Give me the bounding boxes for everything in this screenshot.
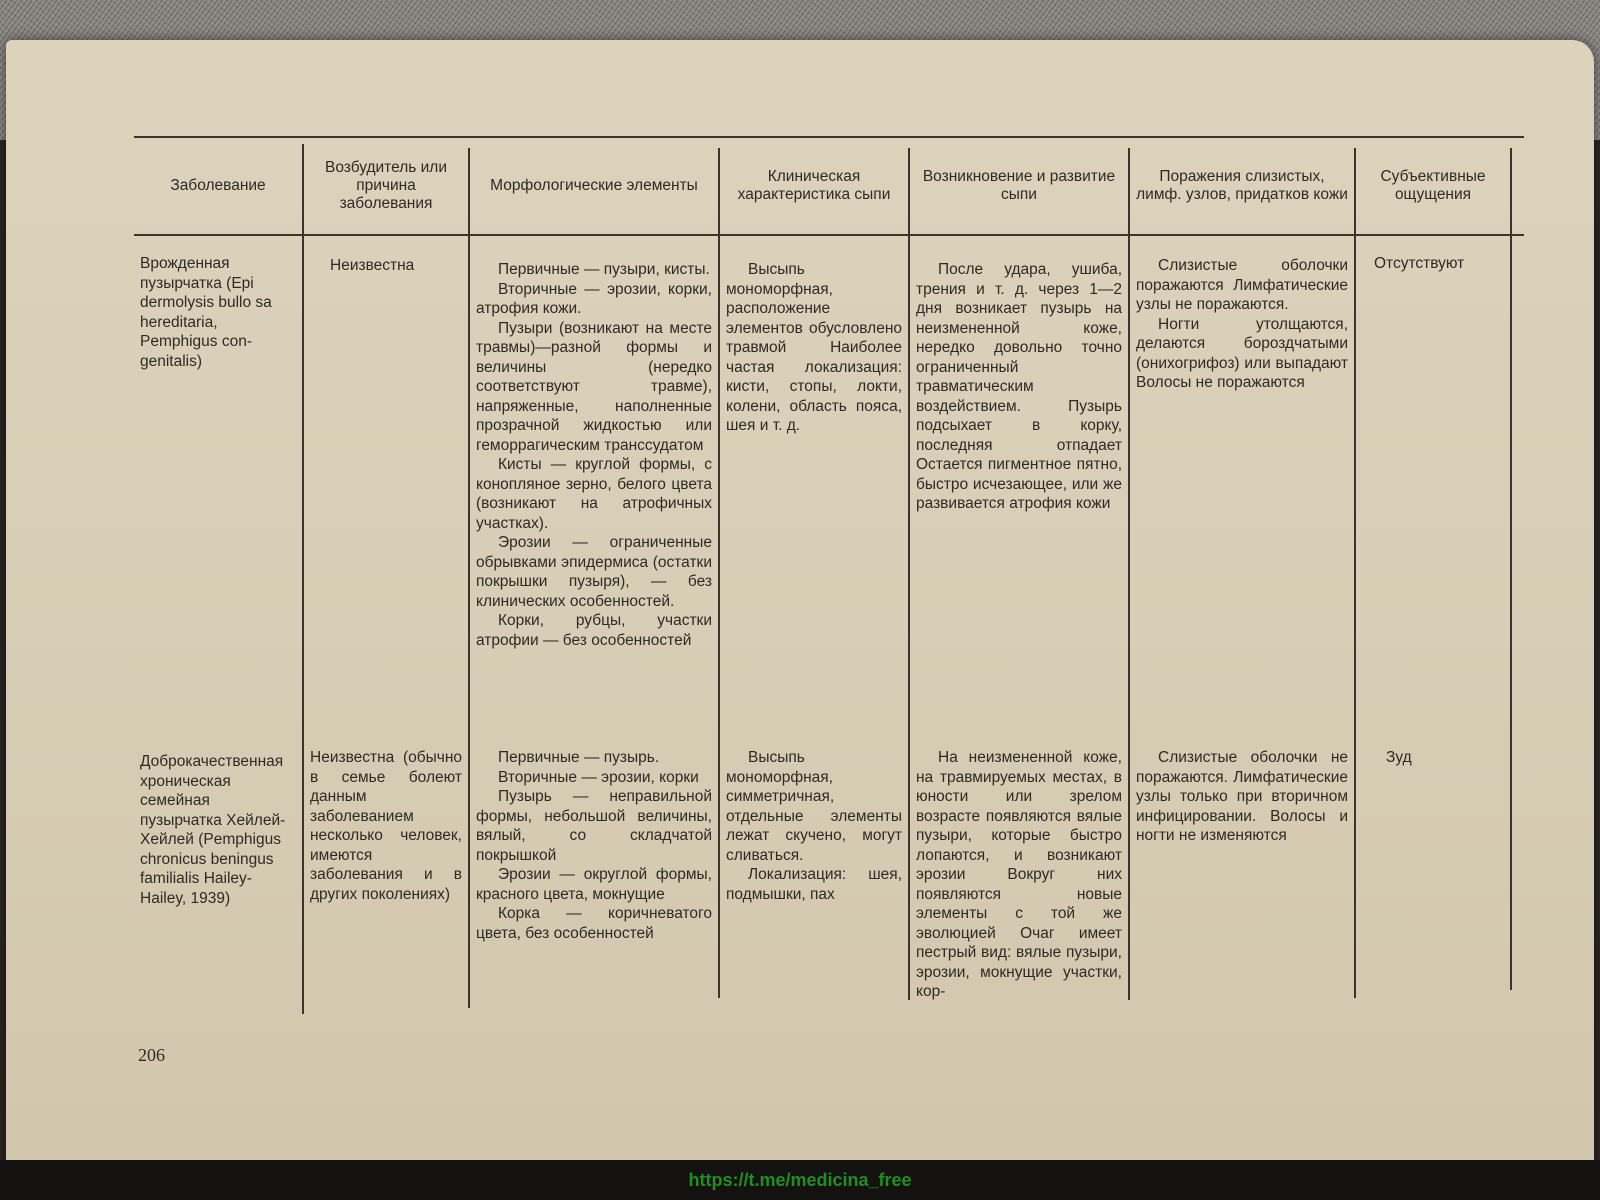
disease-name: Врожденная пузырчатка (Epi dermolysis bullo sa hereditaria, Pemphigus con- genitalis) bbox=[140, 255, 272, 370]
morph-paragraph: Эрозии — ограниченные обрывками эпидермиса (остатки покрышки пузыря), — без клинических особенностей. bbox=[476, 534, 712, 610]
clinical-text bbox=[720, 260, 908, 436]
morph-paragraph: Пузыри (возникают на месте травмы)—разной формы и величины (нередко соответствуют травме), напряженные, наполненные прозрачной жидкостью или геморрагическим транссудатом bbox=[476, 319, 712, 454]
mucosa-text bbox=[1130, 748, 1354, 846]
morph-paragraph: Первичные — пузырь. bbox=[498, 749, 660, 766]
clinical-paragraph: Локализация: шея, подмышки, пах bbox=[726, 866, 902, 903]
mucosa-paragraph: Слизистые оболочки не поражаются. Лимфатические узлы только при вторичном инфицировании. Волосы и ногти не изменяются bbox=[1136, 749, 1348, 844]
morph-paragraph: Эрозии — округлой формы, красного цвета, мокнущие bbox=[476, 866, 712, 903]
clinical-paragraph: Высыпь мономорфная, расположение элементов обусловлено травмой Наиболее частая локализация: кисти, стопы, локти, колени, область пояса, шея и т. д. bbox=[726, 261, 902, 434]
top-rule bbox=[134, 136, 1524, 138]
morph-paragraph: Корки, рубцы, участки атрофии — без особенностей bbox=[476, 612, 712, 649]
morph-paragraph: Корка — коричневатого цвета, без особенностей bbox=[476, 905, 712, 942]
header-development: Возникновение и развитие сыпи bbox=[922, 168, 1116, 203]
cause-text: Неизвестна bbox=[330, 257, 415, 274]
mucosa-paragraph: Слизистые оболочки поражаются Лимфатические узлы не поражаются. bbox=[1136, 257, 1348, 313]
col-divider bbox=[1354, 148, 1356, 998]
subjective-text: Отсутствуют bbox=[1374, 255, 1465, 272]
development-text bbox=[910, 260, 1128, 514]
morph-paragraph: Вторичные — эрозии, корки, атрофия кожи. bbox=[476, 280, 712, 317]
mucosa-paragraph: Ногти утолщаются, делаются бороздчатыми (онихогрифоз) или выпадают Волосы не поражаются bbox=[1136, 315, 1348, 391]
development-paragraph: После удара, ушиба, трения и т. д. через 1—2 дня возникает пузырь на неизмененной коже, нередко довольно точно ограниченный травматическим воздействием. Пузырь подсыхает в корку, последняя отпадает Остается пигментное пятно, быстро исчезающее, или же развивается атрофия кожи bbox=[916, 261, 1122, 512]
col-divider bbox=[1510, 148, 1512, 990]
header-morphology: Морфологические элементы bbox=[490, 177, 698, 194]
morph-paragraph: Кисты — круглой формы, с конопляное зерно, белого цвета (возникают на атрофичных участках). bbox=[476, 456, 712, 532]
header-rule bbox=[134, 234, 1524, 236]
morph-paragraph: Пузырь — неправильной формы, небольшой величины, вялый, со складчатой покрышкой bbox=[476, 788, 712, 864]
page-number: 206 bbox=[138, 1045, 165, 1065]
morphology-text bbox=[470, 748, 718, 943]
clinical-paragraph: Высыпь мономорфная, симметричная, отдельные элементы лежат скучено, могут сливаться. bbox=[726, 749, 902, 864]
cause-text: Неизвестна (обычно в семье болеют данным заболеванием несколько человек, имеются заболевания и в других поколениях) bbox=[310, 749, 462, 903]
morph-paragraph: Вторичные — эрозии, корки bbox=[498, 768, 699, 786]
morphology-text bbox=[470, 260, 718, 650]
mucosa-text bbox=[1130, 256, 1354, 393]
development-text bbox=[910, 748, 1128, 1002]
disease-name: Доброкачественная хроническая семейная пузырчатка Хейлей-Хейлей (Pemphigus chronicus beningus familialis Hailey-Hailey, 1939) bbox=[140, 753, 286, 907]
header-mucosa: Поражения слизистых, лимф. узлов, придатков кожи bbox=[1136, 168, 1348, 203]
header-subjective: Субъективные ощущения bbox=[1380, 168, 1486, 203]
subjective-text: Зуд bbox=[1386, 749, 1412, 766]
header-cause: Возбудитель или причина заболевания bbox=[324, 159, 447, 212]
development-paragraph: На неизмененной коже, на травмируемых местах, в юности или зрелом возрасте появляются вялые пузыри, которые быстро лопаются, и возникают эрозии Вокруг них появляются новые элементы с той же эволюцией Очаг имеет пестрый вид: вялые пузыри, эрозии, мокнущие участки, кор- bbox=[916, 749, 1122, 1000]
header-disease: Заболевание bbox=[170, 177, 266, 194]
clinical-text bbox=[720, 748, 908, 904]
watermark-url[interactable]: https://t.me/medicina_free bbox=[688, 1170, 912, 1190]
morph-paragraph: Первичные — пузыри, кисты. bbox=[498, 261, 710, 278]
header-clinical: Клиническая характеристика сыпи bbox=[737, 168, 891, 203]
